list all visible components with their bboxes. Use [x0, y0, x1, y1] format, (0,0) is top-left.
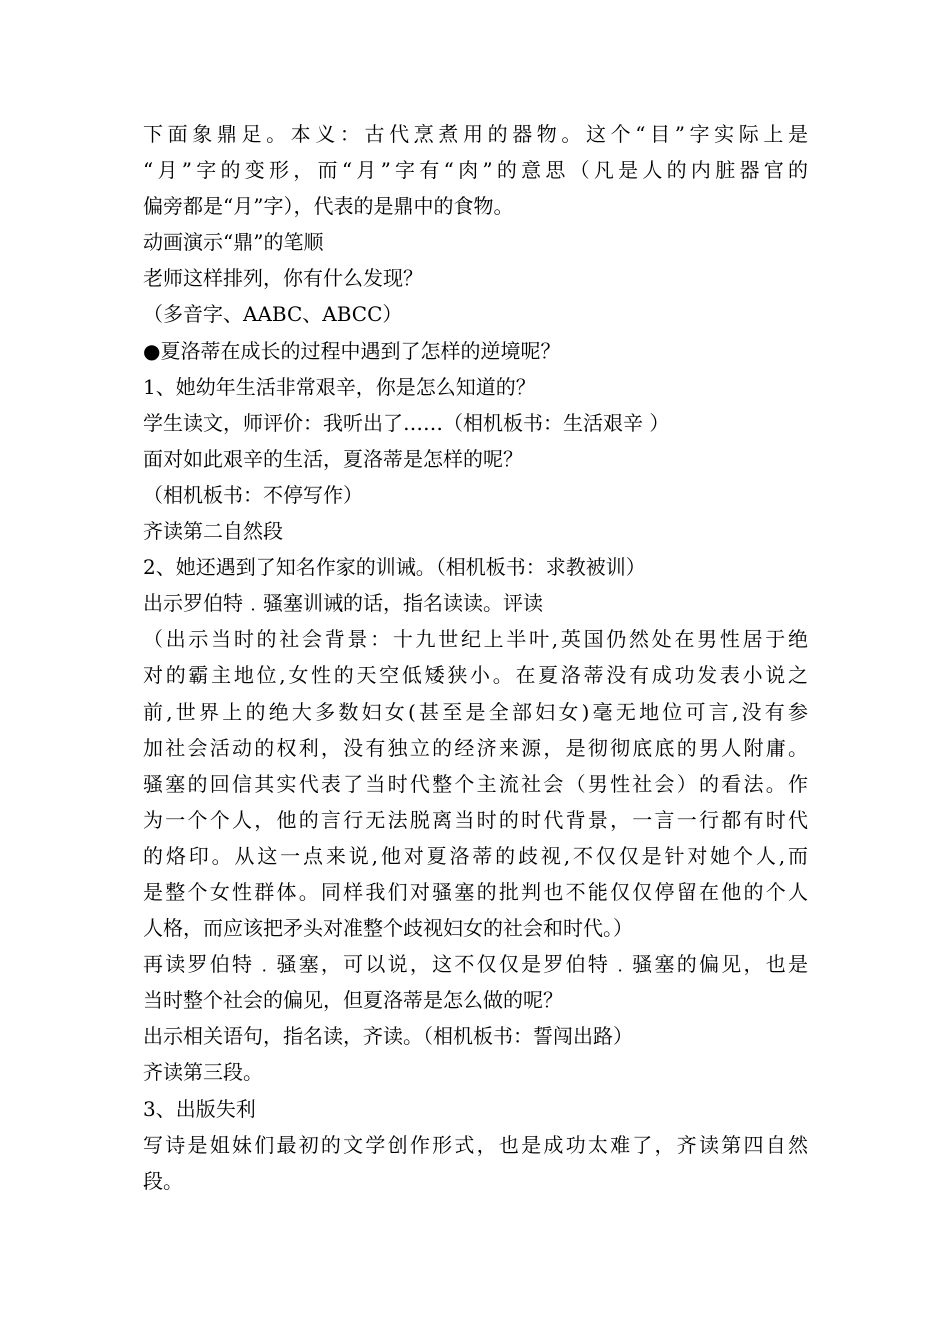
text-line: 学生读文，师评价：我听出了……（相机板书：生活艰辛 ） [143, 410, 670, 435]
text-line: 骚塞的回信其实代表了当时代整个主流社会（男性社会）的看法。作 [143, 771, 808, 796]
text-line: 的烙印。从这一点来说,他对夏洛蒂的歧视,不仅仅是针对她个人,而 [143, 843, 808, 868]
text-line: 3、出版失利 [143, 1096, 256, 1121]
document-page [143, 116, 808, 1199]
text-line: “月”字的变形，而“月”字有“肉”的意思（凡是人的内脏器官的 [143, 158, 808, 183]
text-line: 是整个女性群体。同样我们对骚塞的批判也不能仅仅停留在他的个人 [143, 879, 808, 904]
text-line: 2、她还遇到了知名作家的训诫。（相机板书：求教被训） [143, 555, 646, 580]
text-line: 下面象鼎足。本义：古代烹煮用的器物。这个“目”字实际上是 [143, 122, 808, 146]
text-line: （出示当时的社会背景：十九世纪上半叶,英国仍然处在男性居于绝 [143, 627, 808, 652]
text-line: （多音字、AABC、ABCC） [143, 302, 403, 327]
text-line: 再读罗伯特﹒骚塞，可以说，这不仅仅是罗伯特﹒骚塞的偏见，也是 [143, 952, 808, 977]
text-line: （相机板书：不停写作） [143, 482, 363, 507]
text-line: 当时整个社会的偏见，但夏洛蒂是怎么做的呢？ [143, 988, 563, 1013]
text-line: 动画演示“鼎”的笔顺 [143, 230, 324, 255]
text-line: 齐读第二自然段 [143, 519, 283, 544]
text-line: 齐读第三段。 [143, 1060, 263, 1085]
text-line: 出示相关语句，指名读，齐读。（相机板书：誓闯出路） [143, 1024, 633, 1049]
text-line: ●夏洛蒂在成长的过程中遇到了怎样的逆境呢？ [143, 338, 561, 363]
text-line: 对的霸主地位,女性的天空低矮狭小。在夏洛蒂没有成功发表小说之 [143, 663, 808, 688]
text-line: 加社会活动的权利，没有独立的经济来源，是彻彻底底的男人附庸。 [143, 735, 808, 760]
text-line: 写诗是姐妹们最初的文学创作形式，也是成功太难了，齐读第四自然 [143, 1132, 808, 1157]
text-line: 段。 [143, 1168, 183, 1193]
text-line: 人格，而应该把矛头对准整个歧视妇女的社会和时代。） [143, 916, 633, 941]
text-line: 为一个个人，他的言行无法脱离当时的时代背景，一言一行都有时代 [143, 807, 808, 832]
text-line: 前,世界上的绝大多数妇女(甚至是全部妇女)毫无地位可言,没有参 [143, 699, 808, 724]
text-line: 面对如此艰辛的生活，夏洛蒂是怎样的呢？ [143, 446, 523, 471]
text-line: 偏旁都是“月”字），代表的是鼎中的食物。 [143, 194, 514, 219]
text-line: 老师这样排列，你有什么发现？ [143, 266, 423, 291]
text-line: 出示罗伯特﹒骚塞训诫的话，指名读读。评读 [143, 591, 543, 616]
text-line: 1、她幼年生活非常艰辛，你是怎么知道的？ [143, 374, 536, 399]
